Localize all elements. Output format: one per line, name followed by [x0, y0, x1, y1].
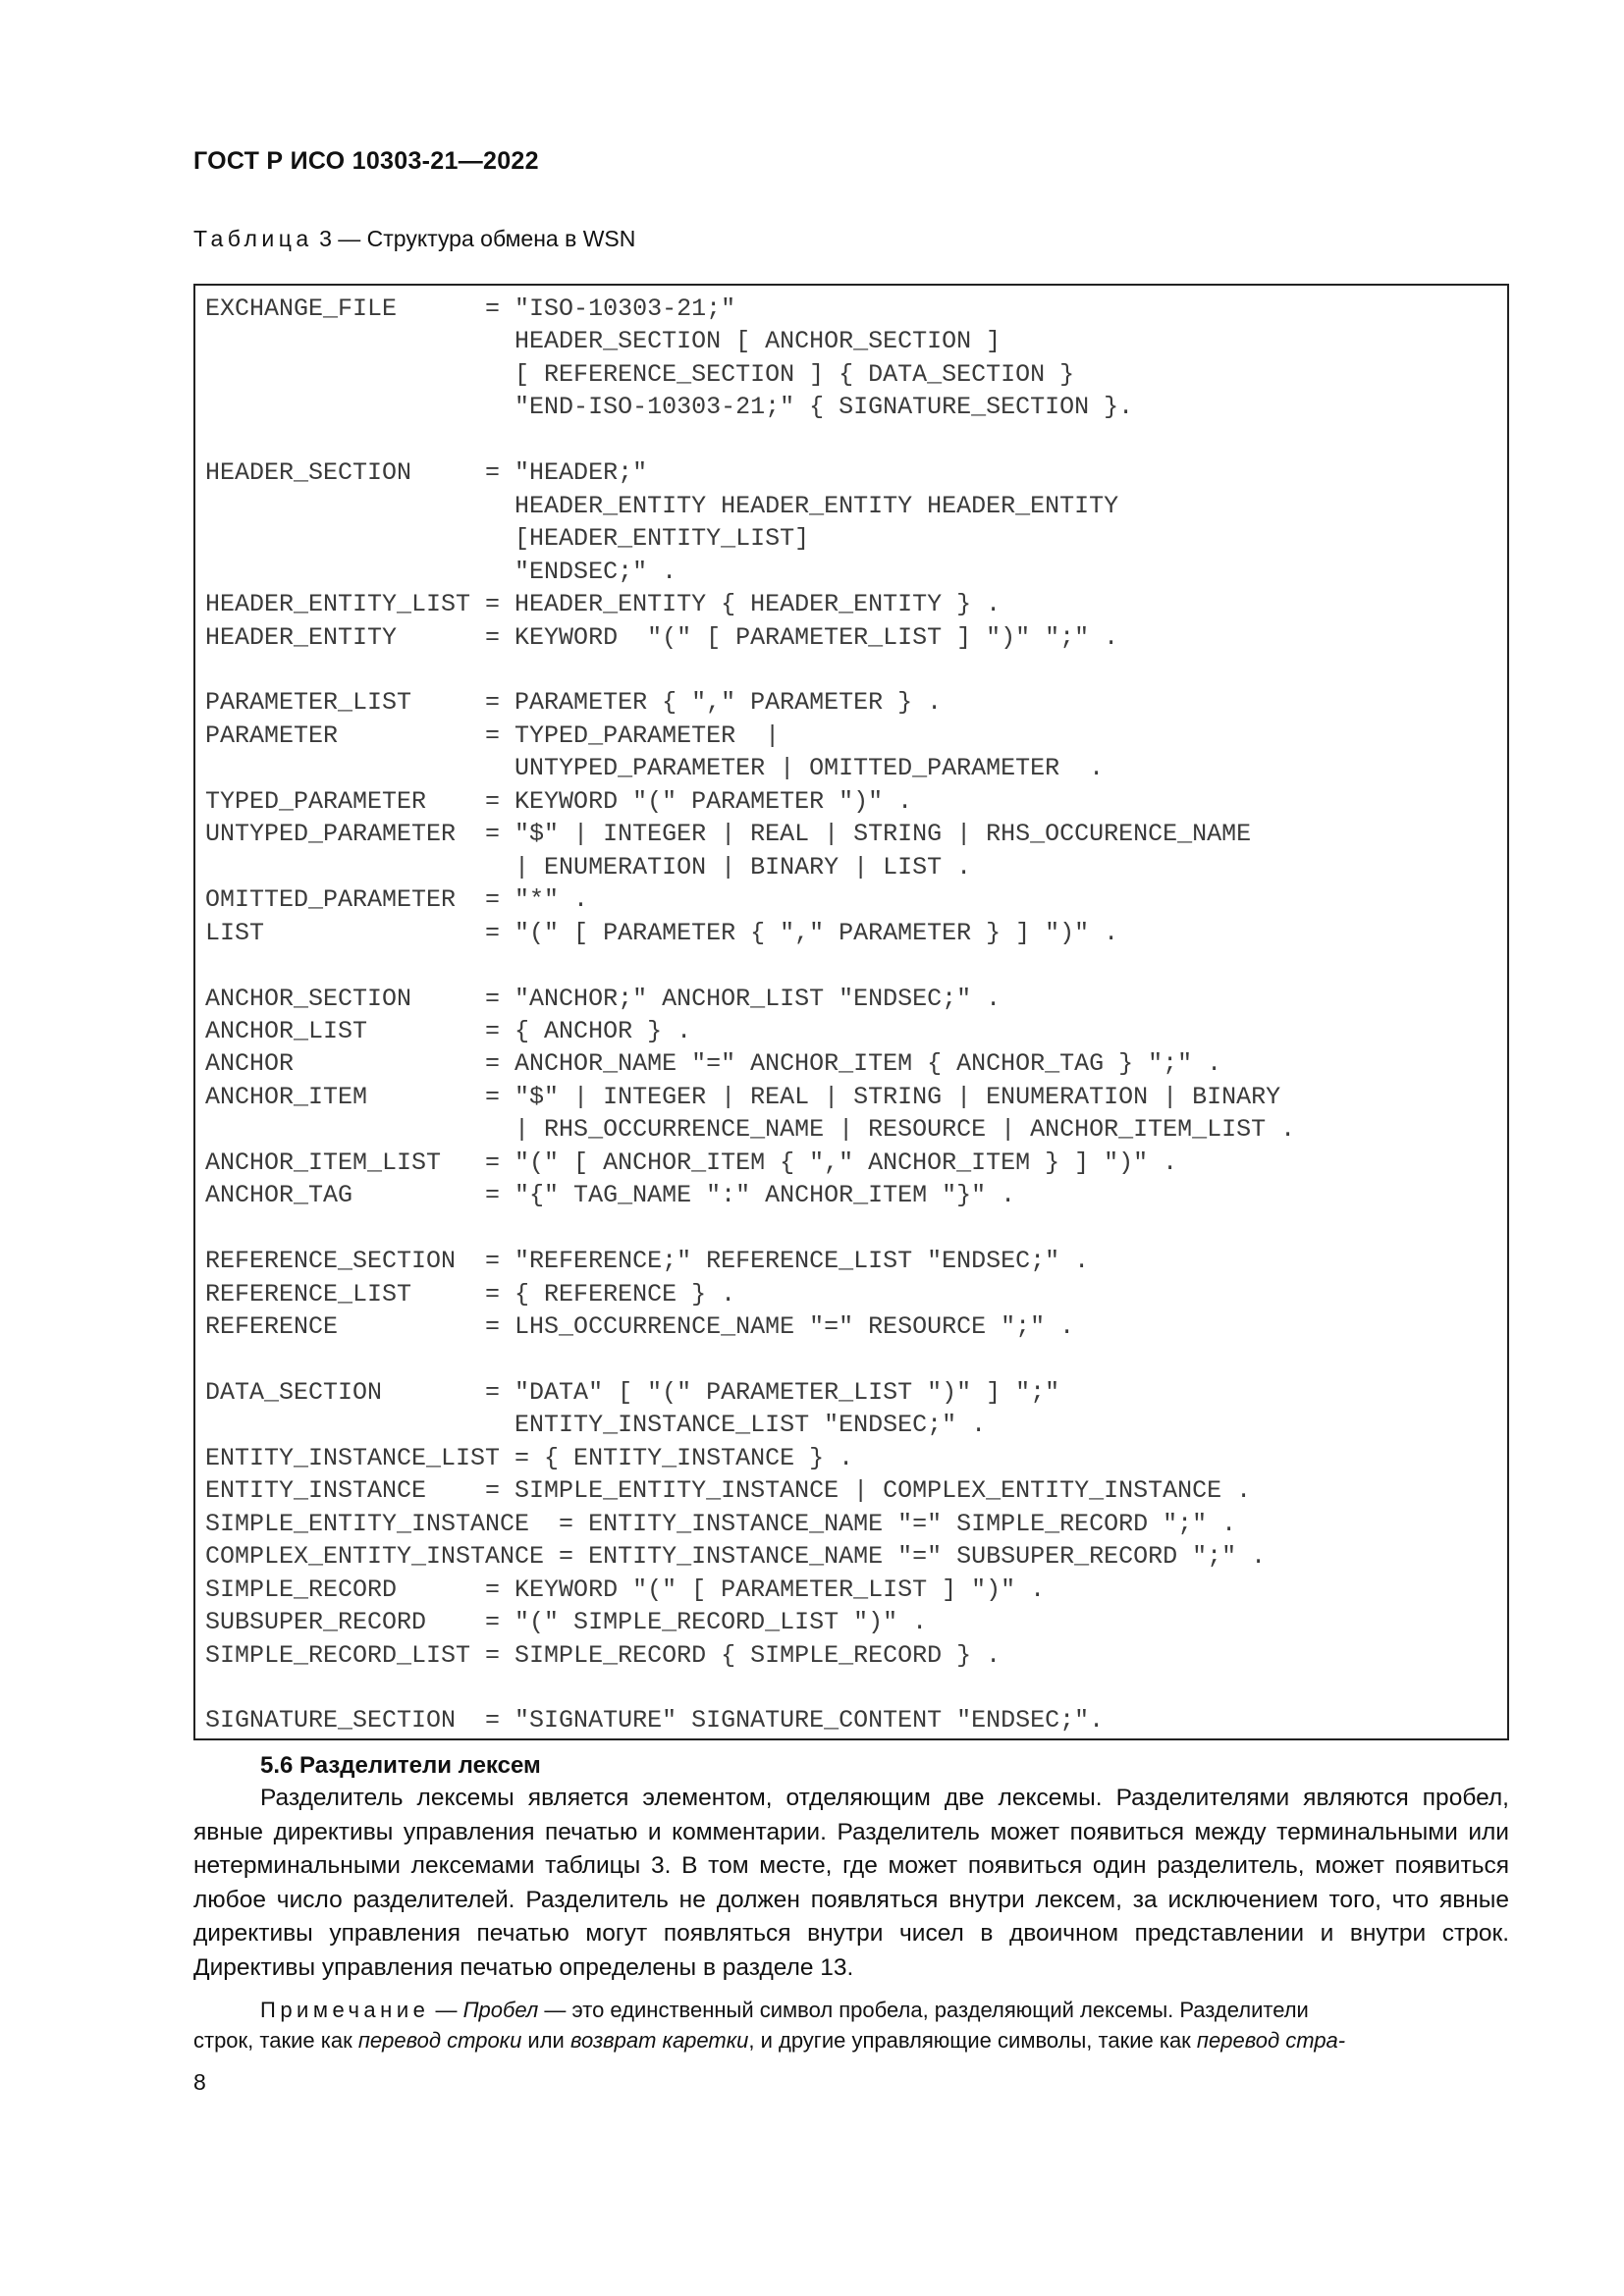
table-caption-text: 3 — Структура обмена в WSN [312, 226, 636, 251]
note-term-line-feed: перевод строки [357, 2028, 522, 2053]
note-term-carriage-return: возврат каретки [569, 2028, 749, 2053]
note-line-2 [193, 2025, 1509, 2056]
note-line-1 [193, 1995, 1509, 2025]
note-term-page-feed: перевод стра- [1196, 2028, 1346, 2053]
section-paragraph: Разделитель лексемы является элементом, отделяющим две лексемы. Разделителями являются пробел, явные директивы управления печатью и комментарии. Разделитель может появиться между терминальными или нетерминальными лексемами таблицы 3. В том месте, где может появиться один разделитель, может появиться любое число разделителей. Разделитель не должен появляться внутри лексем, за исключением того, что явные директивы управления печатью могут появляться внутри чисел в двоичном представлении и внутри строк. Директивы управления печатью определены в разделе 13. [193, 1785, 1509, 1981]
note-dash: — [429, 1998, 463, 2022]
note-label: Примечание [260, 1998, 430, 2022]
note-block [193, 1995, 1509, 2056]
note-or: или [521, 2028, 570, 2053]
table-caption [193, 226, 635, 252]
note-text-3: , и другие управляющие символы, такие как [748, 2028, 1197, 2053]
page-number: 8 [193, 2069, 206, 2095]
wsn-grammar-code: EXCHANGE_FILE = "ISO-10303-21;" HEADER_SECTION [ ANCHOR_SECTION ] [ REFERENCE_SECTION ] { DATA_SECTION } "END-ISO-10303-21;" { SIGNATURE_SECTION }. HEADER_SECTION = "HEADER;" HEADER_ENTITY HEADER_ENTITY HEADER_ENTITY [HEADER_ENTITY_LIST] "ENDSEC;" . HEADER_ENTITY_LIST = HEADER_ENTITY { HEADER_ENTITY } . HEADER_ENTITY = KEYWORD "(" [ PARAMETER_LIST ] ")" ";" . PARAMETER_LIST = PARAMETER { "," PARAMETER } . PARAMETER = TYPED_PARAMETER | UNTYPED_PARAMETER | OMITTED_PARAMETER . TYPED_PARAMETER = KEYWORD "(" PARAMETER ")" . UNTYPED_PARAMETER = "$" | INTEGER | REAL | STRING | RHS_OCCURENCE_NAME | ENUMERATION | BINARY | LIST . OMITTED_PARAMETER = "*" . LIST = "(" [ PARAMETER { "," PARAMETER } ] ")" . ANCHOR_SECTION = "ANCHOR;" ANCHOR_LIST "ENDSEC;" . ANCHOR_LIST = { ANCHOR } . ANCHOR = ANCHOR_NAME "=" ANCHOR_ITEM { ANCHOR_TAG } ";" . ANCHOR_ITEM = "$" | INTEGER | REAL | STRING | ENUMERATION | BINARY | RHS_OCCURRENCE_NAME | RESOURCE | ANCHOR_ITEM_LIST . ANCHOR_ITEM_LIST = "(" [ ANCHOR_ITEM { "," ANCHOR_ITEM } ] ")" . ANCHOR_TAG = "{" TAG_NAME ":" ANCHOR_ITEM "}" . REFERENCE_SECTION = "REFERENCE;" REFERENCE_LIST "ENDSEC;" . REFERENCE_LIST = { REFERENCE } . REFERENCE = LHS_OCCURRENCE_NAME "=" RESOURCE ";" . DATA_SECTION = "DATA" [ "(" PARAMETER_LIST ")" ] ";" ENTITY_INSTANCE_LIST "ENDSEC;" . ENTITY_INSTANCE_LIST = { ENTITY_INSTANCE } . ENTITY_INSTANCE = SIMPLE_ENTITY_INSTANCE | COMPLEX_ENTITY_INSTANCE . SIMPLE_ENTITY_INSTANCE = ENTITY_INSTANCE_NAME "=" SIMPLE_RECORD ";" . COMPLEX_ENTITY_INSTANCE = ENTITY_INSTANCE_NAME "=" SUBSUPER_RECORD ";" . SIMPLE_RECORD = KEYWORD "(" [ PARAMETER_LIST ] ")" . SUBSUPER_RECORD = "(" SIMPLE_RECORD_LIST ")" . SIMPLE_RECORD_LIST = SIMPLE_RECORD { SIMPLE_RECORD } . SIGNATURE_SECTION = "SIGNATURE" SIGNATURE_CONTENT "ENDSEC;". [205, 294, 1296, 1735]
note-text-2: строк, такие как [193, 2028, 358, 2053]
table-caption-word: Таблица [193, 226, 313, 251]
document-header-title: ГОСТ Р ИСО 10303-21—2022 [193, 147, 539, 175]
note-text-1: — это единственный символ пробела, разделяющий лексемы. Разделители [538, 1998, 1309, 2022]
note-term-space: Пробел [462, 1998, 539, 2022]
section-heading: 5.6 Разделители лексем [260, 1752, 541, 1779]
